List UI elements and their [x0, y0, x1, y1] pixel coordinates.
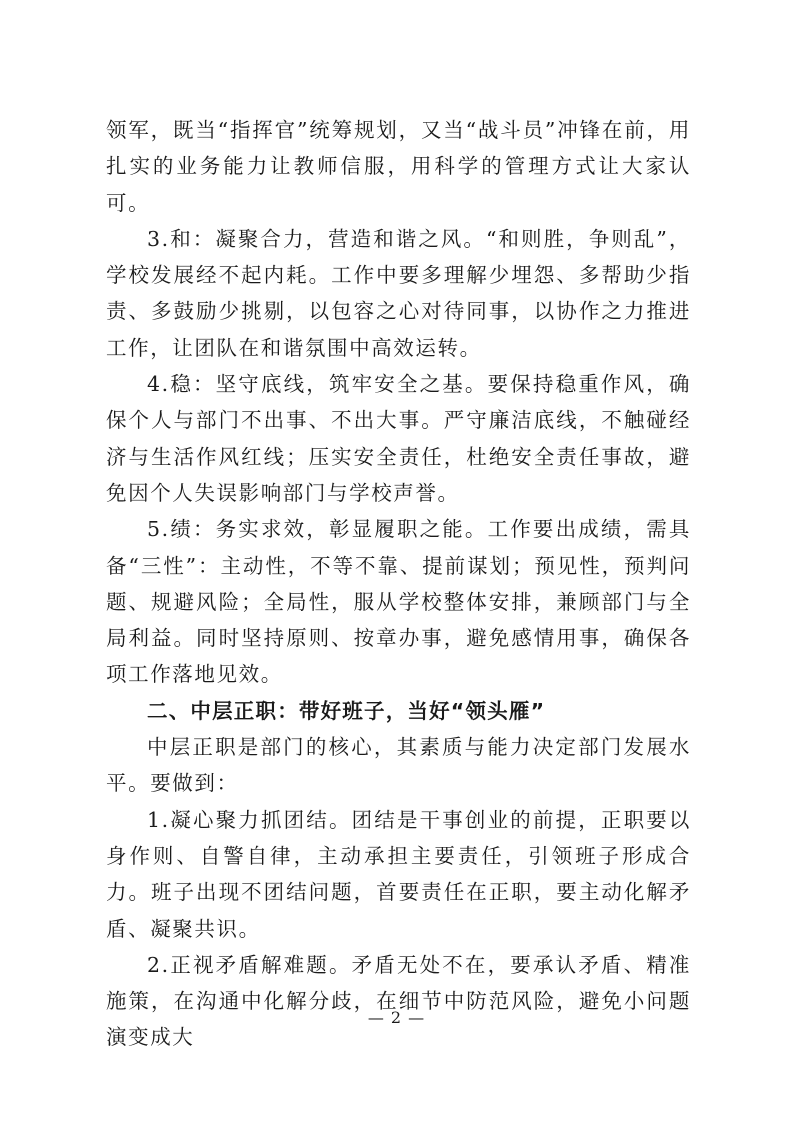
document-body	[106, 112, 691, 1056]
page-number: — 2 —	[367, 1008, 426, 1027]
paragraph-unity: 1.凝心聚力抓团结。团结是干事创业的前提，正职要以身作则、自警自律，主动承担主要责任，引领班子形成合力。班子出现不团结问题，首要责任在正职，要主动化解矛盾、凝聚共识。	[106, 807, 691, 941]
paragraph-ji: 5.绩：务实求效，彰显履职之能。工作要出成绩，需具备“三性”：主动性，不等不靠、提前谋划；预见性，预判问题、规避风险；全局性，服从学校整体安排，兼顾部门与全局利益。同时坚持原则、按章办事，避免感情用事，确保各项工作落地见效。	[106, 517, 691, 687]
paragraph-wen: 4.稳：坚守底线，筑牢安全之基。要保持稳重作风，确保个人与部门不出事、不出大事。严守廉洁底线，不触碰经济与生活作风红线；压实安全责任，杜绝安全责任事故，避免因个人失误影响部门与学校声誉。	[106, 372, 691, 505]
paragraph-intro: 中层正职是部门的核心，其素质与能力决定部门发展水平。要做到：	[106, 735, 691, 796]
paragraph-contradiction: 2.正视矛盾解难题。矛盾无处不在，要承认矛盾、精准施策，在沟通中化解分歧，在细节中防范风险，避免小问题演变成大	[106, 952, 691, 1050]
paragraph-he: 3.和：凝聚合力，营造和谐之风。“和则胜，争则乱”，学校发展经不起内耗。工作中要多理解少埋怨、多帮助少指责、多鼓励少挑剔，以包容之心对待同事，以协作之力推进工作，让团队在和谐氛围中高效运转。	[106, 226, 691, 360]
paragraph-continuation: 领军，既当“指挥官”统筹规划，又当“战斗员”冲锋在前，用扎实的业务能力让教师信服，用科学的管理方式让大家认可。	[106, 118, 691, 215]
section-heading: 二、中层正职：带好班子，当好“领头雁”	[147, 698, 546, 723]
